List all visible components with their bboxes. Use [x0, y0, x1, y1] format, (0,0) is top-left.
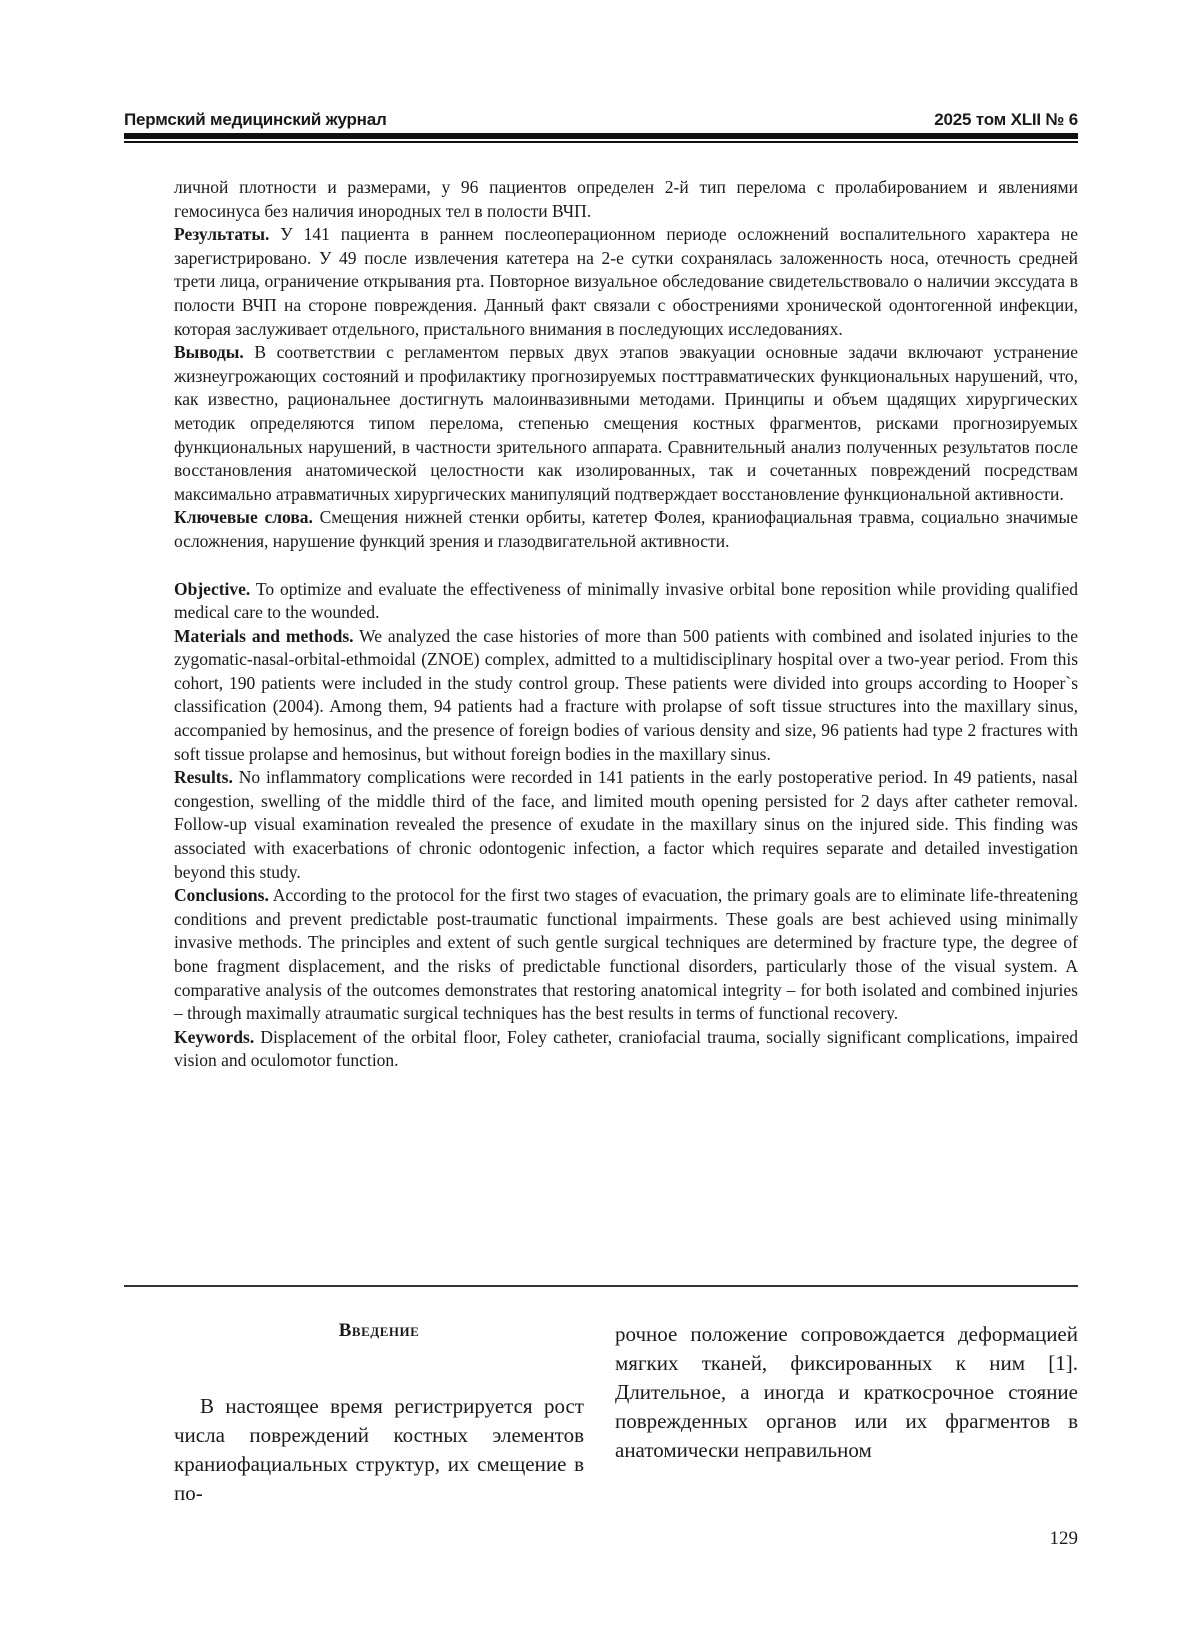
- abstract-spacer: [174, 554, 1078, 578]
- abstract-en-objective-label: Objective.: [174, 578, 251, 599]
- abstract-en-results: [174, 766, 1078, 884]
- abstract: [174, 176, 1078, 1073]
- abstract-en-results-text: No inflammatory complications were recorded in 141 patients in the early postoperative period. In 49 patients, nasal congestion, swelling of the middle third of the face, and limited mouth opening persisted for 2 days after catheter removal. Follow-up visual examination revealed the presence of exudate in the maxillary sinus on the injured side. This finding was associated with exacerbations of chronic odontogenic infection, a factor which requires separate and detailed investigation beyond this study.: [174, 767, 1078, 882]
- abstract-en-keywords: [174, 1026, 1078, 1073]
- abstract-en-conclusions-text: According to the protocol for the first two stages of evacuation, the primary goals are to eliminate life-threatening conditions and prevent predictable post-traumatic functional impairments. These goals are best achieved using minimally invasive methods. The principles and extent of such gentle surgical techniques are determined by fracture type, the degree of bone fragment displacement, and the risks of predictable functional disorders, particularly those of the visual system. A comparative analysis of the outcomes demonstrates that restoring anatomical integrity – for both isolated and combined injuries – through maximally atraumatic surgical techniques has the best results in terms of functional recovery.: [174, 885, 1078, 1024]
- intro-paragraph-right: рочное положение сопровождается деформацией мягких тканей, фиксированных к ним [1]. Длительное, а иногда и краткосрочное стояние поврежденных органов или их фрагментов в анатомически неправильном: [615, 1322, 1078, 1462]
- introduction-heading: Введение: [338, 1320, 420, 1341]
- abstract-en-methods-text: We analyzed the case histories of more than 500 patients with combined and isolated injuries to the zygomatic-nasal-orbital-ethmoidal (ZNOE) complex, admitted to a multidisciplinary hospital over a two-year period. From this cohort, 190 patients were included in the study control group. These patients were divided into groups according to Hooper`s classification (2004). Among them, 94 patients had a fracture with prolapse of soft tissue structures into the maxillary sinus, accompanied by hemosinus, and the presence of foreign bodies of various density and size, 96 patients had type 2 fractures with soft tissue prolapse and hemosinus, but without foreign bodies in the maxillary sinus.: [174, 625, 1078, 764]
- abstract-en-results-label: Results.: [174, 767, 233, 788]
- abstract-en-methods-label: Materials and methods.: [174, 625, 354, 646]
- abstract-ru-results-label: Результаты.: [174, 224, 270, 245]
- abstract-en-conclusions-label: Conclusions.: [174, 885, 269, 906]
- abstract-ru-keywords-label: Ключевые слова.: [174, 507, 313, 528]
- abstract-en-keywords-label: Keywords.: [174, 1026, 255, 1047]
- abstract-en-objective: [174, 578, 1078, 625]
- abstract-ru-conclusions: [174, 341, 1078, 506]
- abstract-ru-results: [174, 223, 1078, 341]
- journal-title: Пермский медицинский журнал: [124, 110, 387, 129]
- abstract-ru-keywords-text: Смещения нижней стенки орбиты, катетер Фолея, краниофациальная травма, социально значимые осложнения, нарушение функций зрения и глазодвигательной активности.: [174, 507, 1078, 551]
- header-rule-thin: [124, 141, 1078, 143]
- intro-paragraph-left: В настоящее время регистрируется рост числа повреждений костных элементов краниофациальных структур, их смещение в по-: [174, 1394, 584, 1505]
- abstract-en-keywords-text: Displacement of the orbital floor, Foley catheter, craniofacial trauma, socially significant complications, impaired vision and oculomotor function.: [174, 1026, 1078, 1071]
- abstract-en-methods: [174, 625, 1078, 767]
- issue-info: 2025 том XLII № 6: [934, 110, 1078, 129]
- header-rule: [124, 133, 1078, 142]
- intro-right-column: [615, 1320, 1078, 1465]
- abstract-ru-conclusions-label: Выводы.: [174, 342, 244, 363]
- abstract-en-objective-text: To optimize and evaluate the effectiveness of minimally invasive orbital bone reposition while providing qualified medical care to the wounded.: [174, 578, 1078, 623]
- abstract-en-conclusions: [174, 884, 1078, 1026]
- abstract-ru-continuation: личной плотности и размерами, у 96 пациентов определен 2-й тип перелома с пролабированием и явлениями гемосинуса без наличия инородных тел в полости ВЧП.: [174, 177, 1078, 221]
- page-number: 129: [1049, 1528, 1078, 1549]
- abstract-ru-keywords: [174, 506, 1078, 553]
- section-divider: [124, 1285, 1078, 1287]
- header-rule-thick: [124, 133, 1078, 139]
- abstract-ru-results-text: У 141 пациента в раннем послеоперационном периоде осложнений воспалительного характера не зарегистрировано. У 49 после извлечения катетера на 2-е сутки сохранялась заложенность носа, отечность средней трети лица, ограничение открывания рта. Повторное визуальное обследование свидетельствовало о наличии экссудата в полости ВЧП на стороне повреждения. Данный факт связали с обострениями хронической одонтогенной инфекции, которая заслуживает отдельного, пристального внимания в последующих исследованиях.: [174, 224, 1078, 339]
- abstract-ru-conclusions-text: В соответствии с регламентом первых двух этапов эвакуации основные задачи включают устранение жизнеугрожающих состояний и профилактику прогнозируемых посттравматических функциональных нарушений, что, как известно, рациональнее достигнуть малоинвазивными методами. Принципы и объем щадящих хирургических методик определяются типом перелома, степенью смещения костных фрагментов, рисками прогнозируемых функциональных нарушений, в частности зрительного аппарата. Сравнительный анализ полученных результатов после восстановления анатомической целостности как изолированных, так и сочетанных повреждений посредствам максимально атравматичных хирургических манипуляций подтверждает восстановление функциональной активности.: [174, 342, 1078, 504]
- running-header: [124, 108, 1078, 130]
- intro-left-column: [174, 1320, 584, 1508]
